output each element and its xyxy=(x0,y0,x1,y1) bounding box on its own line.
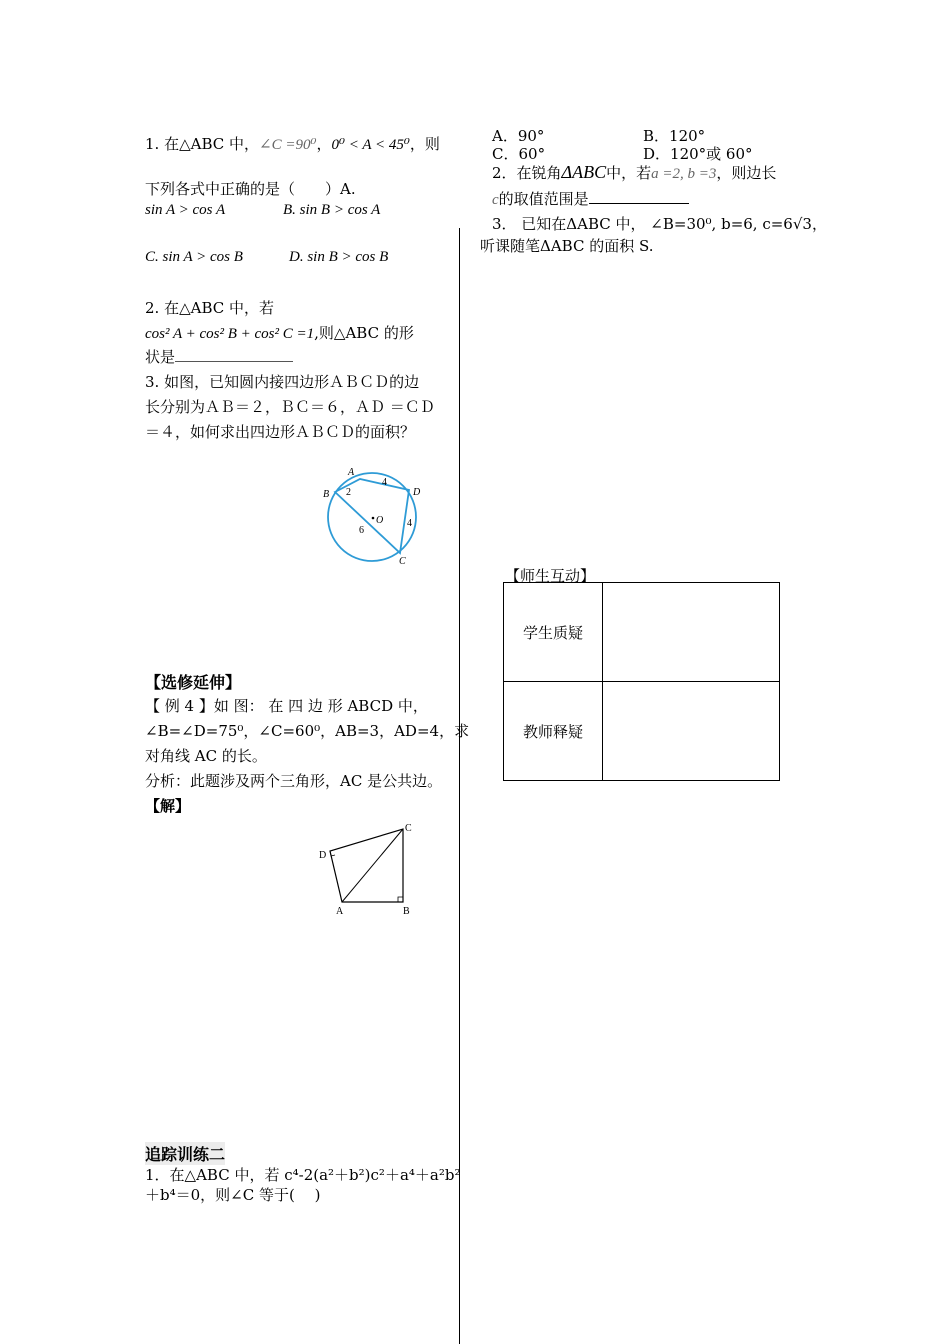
student-question-label: 学生质疑 xyxy=(504,583,603,682)
r-q2-range-prompt: 的取值范围是 xyxy=(498,190,589,208)
label-d: D xyxy=(413,487,421,498)
q3-line3: ＝４，如何求出四边形ＡＢＣＤ的面积？ xyxy=(145,423,416,441)
example4-line1: 【 例 4 】如 图： 在 四 边 形 ABCD 中， xyxy=(145,697,428,715)
length-bc: 6 xyxy=(359,525,364,536)
q1-angle-c: ∠C =90⁰ xyxy=(259,137,317,153)
q1-option-c: C. sin A > cos B xyxy=(145,249,243,265)
quad-label-b: B xyxy=(403,906,410,917)
analysis-text: 分析：此题涉及两个三角形，AC 是公共边。 xyxy=(145,772,443,790)
choice-c: C．60° xyxy=(492,145,546,163)
q1-comma: ， xyxy=(316,135,332,153)
quad-label-a: A xyxy=(336,906,344,917)
tracking-q1-line2: ＋b⁴＝0，则∠C 等于( ) xyxy=(145,1186,321,1204)
column-divider xyxy=(459,228,460,1344)
choice-a: A．90° xyxy=(492,127,545,145)
r-q2-suffix: ，则边长 xyxy=(716,164,777,182)
circle-quadrilateral-figure xyxy=(318,462,428,572)
teacher-answer-label: 教师释疑 xyxy=(504,682,603,781)
label-c: C xyxy=(399,556,406,567)
q2-equation: cos² A + cos² B + cos² C =1 xyxy=(145,326,315,342)
student-question-cell[interactable] xyxy=(603,583,780,682)
q1-option-a: sin A > cos A xyxy=(145,202,226,218)
q1-option-d: D. sin B > cos B xyxy=(289,249,389,265)
q3-line2: 长分别为ＡＢ＝２，ＢＣ＝６，ＡＤ ＝ＣＤ xyxy=(145,398,435,416)
r-q3-line2: 听课随笔ΔABC 的面积 S. xyxy=(480,237,654,255)
q1-line1 xyxy=(145,133,440,154)
r-q2-var-c: c xyxy=(492,192,499,208)
elective-heading: 【选修延伸】 xyxy=(145,673,242,692)
solution-label: 【解】 xyxy=(145,797,191,815)
interaction-heading: 【师生互动】 xyxy=(505,567,596,585)
label-o: O xyxy=(376,515,384,526)
r-q2-line1 xyxy=(492,162,776,183)
q2-line3 xyxy=(145,346,293,367)
q2-answer-blank[interactable] xyxy=(175,347,293,362)
example4-line3: 对角线 AC 的长。 xyxy=(145,747,267,765)
length-cd: 4 xyxy=(407,518,412,529)
r-q3-line1: 3． 已知在ΔABC 中， ∠B=30⁰, b=6, c=6√3， xyxy=(492,215,827,233)
q1-prefix: 1. 在△ABC 中， xyxy=(145,135,259,153)
choice-d: D．120°或 60° xyxy=(643,145,753,163)
teacher-answer-row xyxy=(504,682,780,781)
right-angle-mark-b xyxy=(398,897,403,902)
r-q2-triangle: ΔABC xyxy=(561,162,607,182)
interaction-table xyxy=(503,582,780,781)
r-q2-answer-blank[interactable] xyxy=(589,189,689,204)
q1-option-b: B. sin B > cos A xyxy=(283,202,381,218)
q1-suffix: ，则 xyxy=(409,135,440,153)
r-q2-line2 xyxy=(492,188,689,209)
choice-b: B．120° xyxy=(643,127,706,145)
q1-line2: 下列各式中正确的是（ ）A. xyxy=(145,180,356,198)
quad-label-d: D xyxy=(319,850,327,861)
tracking-heading: 追踪训练二 xyxy=(145,1142,225,1165)
q2-tail: ,则△ABC 的形 xyxy=(314,324,414,342)
length-ab: 2 xyxy=(346,487,351,498)
q2-answer-prompt: 状是 xyxy=(145,348,176,366)
length-ad: 4 xyxy=(382,477,387,488)
q1-range: 0⁰ < A < 45⁰ xyxy=(331,137,410,153)
circumcircle xyxy=(328,473,416,561)
q3-line1: 3. 如图，已知圆内接四边形ＡＢＣＤ的边 xyxy=(145,373,420,391)
q2-line2 xyxy=(145,322,414,343)
quadrilateral-abcd xyxy=(330,829,403,902)
r-q2-mid: 中，若 xyxy=(606,164,652,182)
label-b: B xyxy=(323,489,330,500)
tracking-q1-line1: 1．在△ABC 中，若 c⁴-2(a²＋b²)c²＋a⁴＋a²b² xyxy=(145,1166,461,1184)
r-q2-values: a =2, b =3 xyxy=(651,166,717,182)
center-point xyxy=(372,517,375,520)
label-a: A xyxy=(348,467,355,478)
q2-line1: 2. 在△ABC 中，若 xyxy=(145,299,274,317)
example4-line2: ∠B=∠D=75⁰，∠C=60⁰，AB=3，AD=4，求 xyxy=(145,722,470,740)
quadrilateral-figure xyxy=(316,818,420,918)
quad-label-c: C xyxy=(405,823,412,834)
r-q2-prefix: 2．在锐角 xyxy=(492,164,562,182)
diagonal-ac xyxy=(342,829,403,902)
student-question-row xyxy=(504,583,780,682)
teacher-answer-cell[interactable] xyxy=(603,682,780,781)
